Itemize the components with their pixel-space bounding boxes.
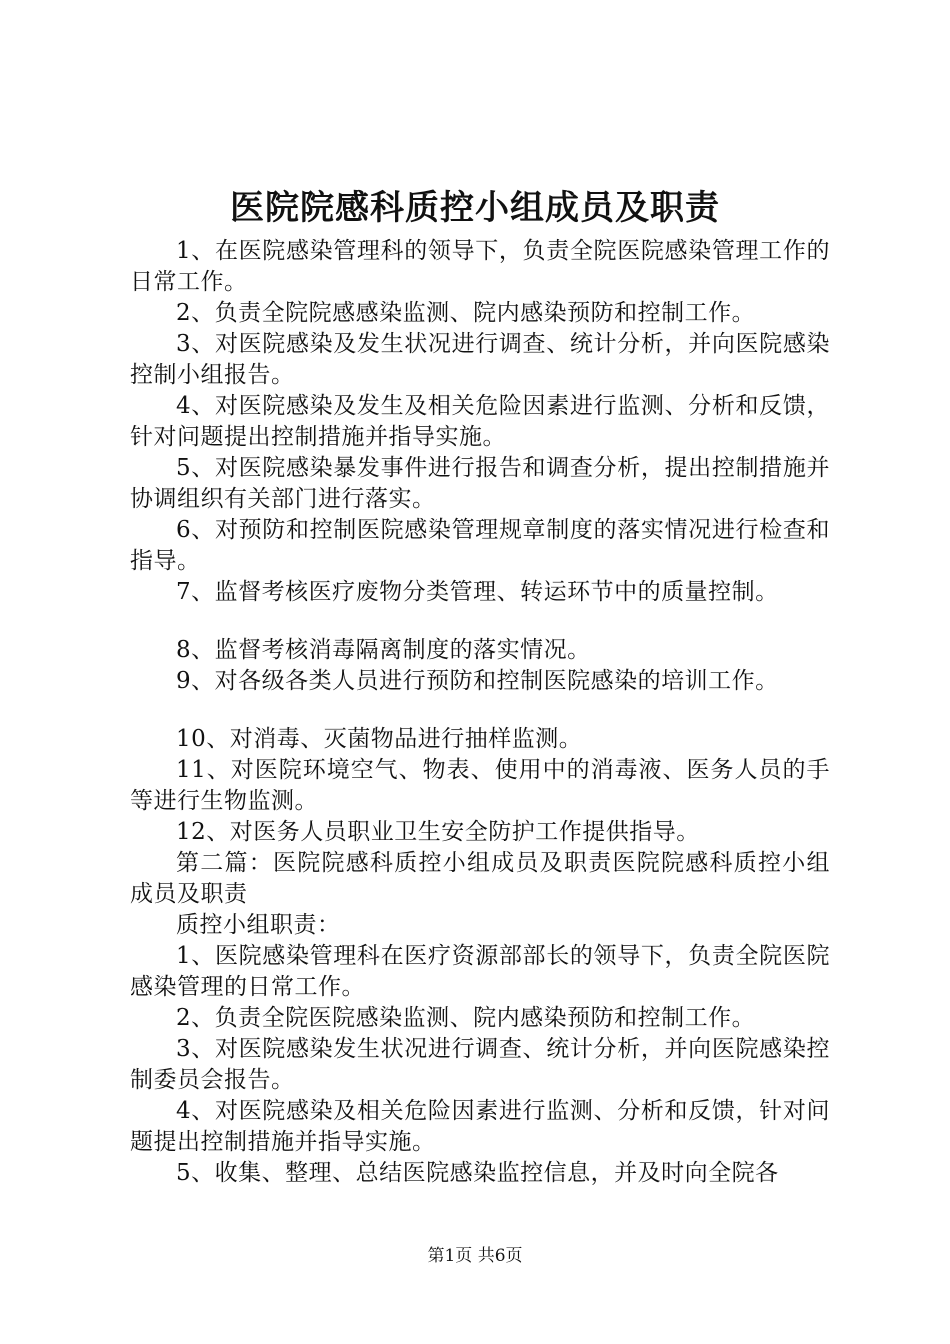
page-number-footer: 第1页 共6页 (427, 1246, 523, 1266)
paragraph: 2、负责全院医院感染监测、院内感染预防和控制工作。 (176, 1005, 756, 1031)
section-heading: 第二篇：医院院感科质控小组成员及职责医院院感科质控小组成员及职责 (130, 850, 830, 907)
paragraph: 5、收集、整理、总结医院感染监控信息，并及时向全院各 (176, 1160, 779, 1186)
document-title: 医院院感科质控小组成员及职责 (230, 188, 720, 228)
paragraph: 3、对医院感染发生状况进行调查、统计分析，并向医院感染控制委员会报告。 (130, 1036, 830, 1093)
paragraph: 7、监督考核医疗废物分类管理、转运环节中的质量控制。 (176, 579, 779, 605)
paragraph: 9、对各级各类人员进行预防和控制医院感染的培训工作。 (176, 668, 779, 694)
paragraph: 质控小组职责： (176, 912, 341, 938)
paragraph: 8、监督考核消毒隔离制度的落实情况。 (176, 637, 591, 663)
paragraph: 10、对消毒、灭菌物品进行抽样监测。 (176, 726, 583, 752)
paragraph: 1、医院感染管理科在医疗资源部部长的领导下，负责全院医院感染管理的日常工作。 (130, 943, 830, 1000)
paragraph: 1、在医院感染管理科的领导下，负责全院医院感染管理工作的日常工作。 (130, 238, 830, 295)
paragraph: 12、对医务人员职业卫生安全防护工作提供指导。 (176, 819, 700, 845)
paragraph: 6、对预防和控制医院感染管理规章制度的落实情况进行检查和指导。 (130, 517, 830, 574)
paragraph: 11、对医院环境空气、物表、使用中的消毒液、医务人员的手等进行生物监测。 (130, 757, 830, 814)
paragraph: 4、对医院感染及发生及相关危险因素进行监测、分析和反馈，针对问题提出控制措施并指导实施。 (130, 393, 830, 450)
paragraph: 4、对医院感染及相关危险因素进行监测、分析和反馈，针对问题提出控制措施并指导实施。 (130, 1098, 830, 1155)
paragraph: 5、对医院感染暴发事件进行报告和调查分析，提出控制措施并协调组织有关部门进行落实。 (130, 455, 830, 512)
paragraph: 2、负责全院院感感染监测、院内感染预防和控制工作。 (176, 300, 756, 326)
paragraph: 3、对医院感染及发生状况进行调查、统计分析，并向医院感染控制小组报告。 (130, 331, 830, 388)
document-body (130, 236, 830, 1189)
